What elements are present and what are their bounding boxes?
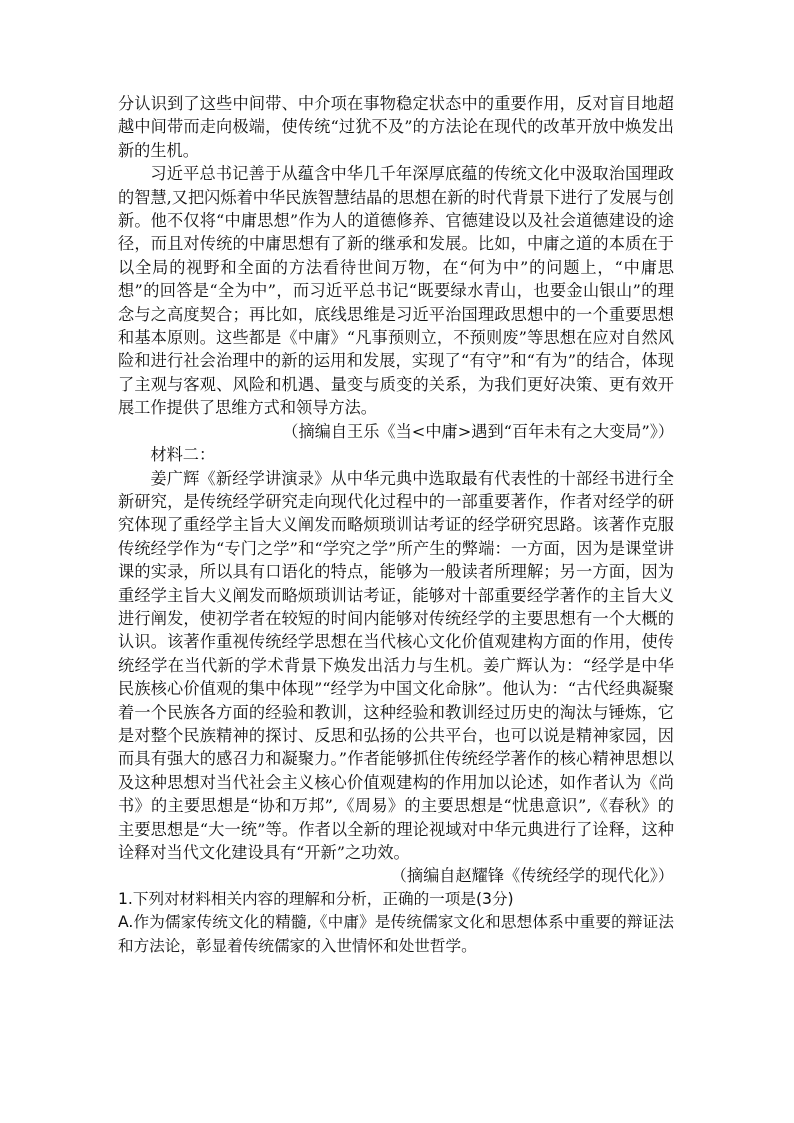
material2-source-citation: （摘编自赵耀锋《传统经学的现代化》） bbox=[390, 866, 674, 886]
material2-paragraph: 姜广辉《新经学讲演录》从中华元典中选取最有代表性的十部经书进行全新研究，是传统经学研究走向现代化过程中的一部重要著作，作者对经学的研究体现了重经学主旨大义阐发而略烦琐训诂考证的经学研究思路。该著作克服传统经学作为“专门之学”和“学究之学”所产生的弊端：一方面，因为是课堂讲课的实录，所以具有口语化的特点，能够为一般读者所理解；另一方面，因为重经学主旨大义阐发而略烦琐训诂考证，能够对十部重要经学著作的主旨大义进行阐发，使初学者在较短的时间内能够对传统经学的主要思想有一个大概的认识。该著作重视传统经学思想在当代核心文化价值观建构方面的作用，使传统经学在当代新的学术背景下焕发出活力与生机。姜广辉认为：“经学是中华民族核心价值观的集中体现”“经学为中国文化命脉”。他认为：“古代经典凝聚着一个民族各方面的经验和教训，这种经验和教训经过历史的淘汰与锤炼，它是对整个民族精神的探讨、反思和弘扬的公共平台，也可以说是精神家园，因而具有强大的感召力和凝聚力。”作者能够抓住传统经学著作的核心精神思想以及这种思想对当代社会主义核心价值观建构的作用加以论述，如作者认为《尚书》的主要思想是“协和万邦”,《周易》的主要思想是“忧患意识”,《春秋》的主要思想是“大一统”等。作者以全新的理论视域对中华元典进行了诠释，这种诠释对当代文化建设具有“开新”之功效。 bbox=[118, 468, 674, 862]
material1-source-citation: （摘编自王乐《当<中庸>遇到“百年未有之大变局”》） bbox=[282, 421, 674, 441]
question-1-stem: 1.下列对材料相关内容的理解和分析，正确的一项是(3分) bbox=[118, 889, 514, 908]
question-1-option-a: A.作为儒家传统文化的精髓,《中庸》是传统儒家文化和思想体系中重要的辩证法和方法论，彰显着传统儒家的入世情怀和处世哲学。 bbox=[118, 913, 674, 955]
material2-label: 材料二： bbox=[150, 445, 216, 465]
document-page bbox=[118, 92, 674, 958]
material1-paragraph-continued: 分认识到了这些中间带、中介项在事物稳定状态中的重要作用，反对盲目地超越中间带而走向极端，使传统“过犹不及”的方法论在现代的改革开放中焕发出新的生机。 bbox=[118, 94, 674, 160]
material1-paragraph-2: 习近平总书记善于从蕴含中华几千年深厚底蕴的传统文化中汲取治国理政的智慧,又把闪烁着中华民族智慧结晶的思想在新的时代背景下进行了发展与创新。他不仅将“中庸思想”作为人的道德修养、官德建设以及社会道德建设的途径，而且对传统的中庸思想有了新的继承和发展。比如，中庸之道的本质在于以全局的视野和全面的方法看待世间万物，在“何为中”的问题上，“中庸思想”的回答是“全为中”，而习近平总书记“既要绿水青山，也要金山银山”的理念与之高度契合；再比如，底线思维是习近平治国理政思想中的一个重要思想和基本原则。这些都是《中庸》“凡事预则立，不预则废”等思想在应对自然风险和进行社会治理中的新的运用和发展，实现了“有守”和“有为”的结合，体现了主观与客观、风险和机遇、量变与质变的关系，为我们更好决策、更有效开展工作提供了思维方式和领导方法。 bbox=[118, 164, 674, 418]
